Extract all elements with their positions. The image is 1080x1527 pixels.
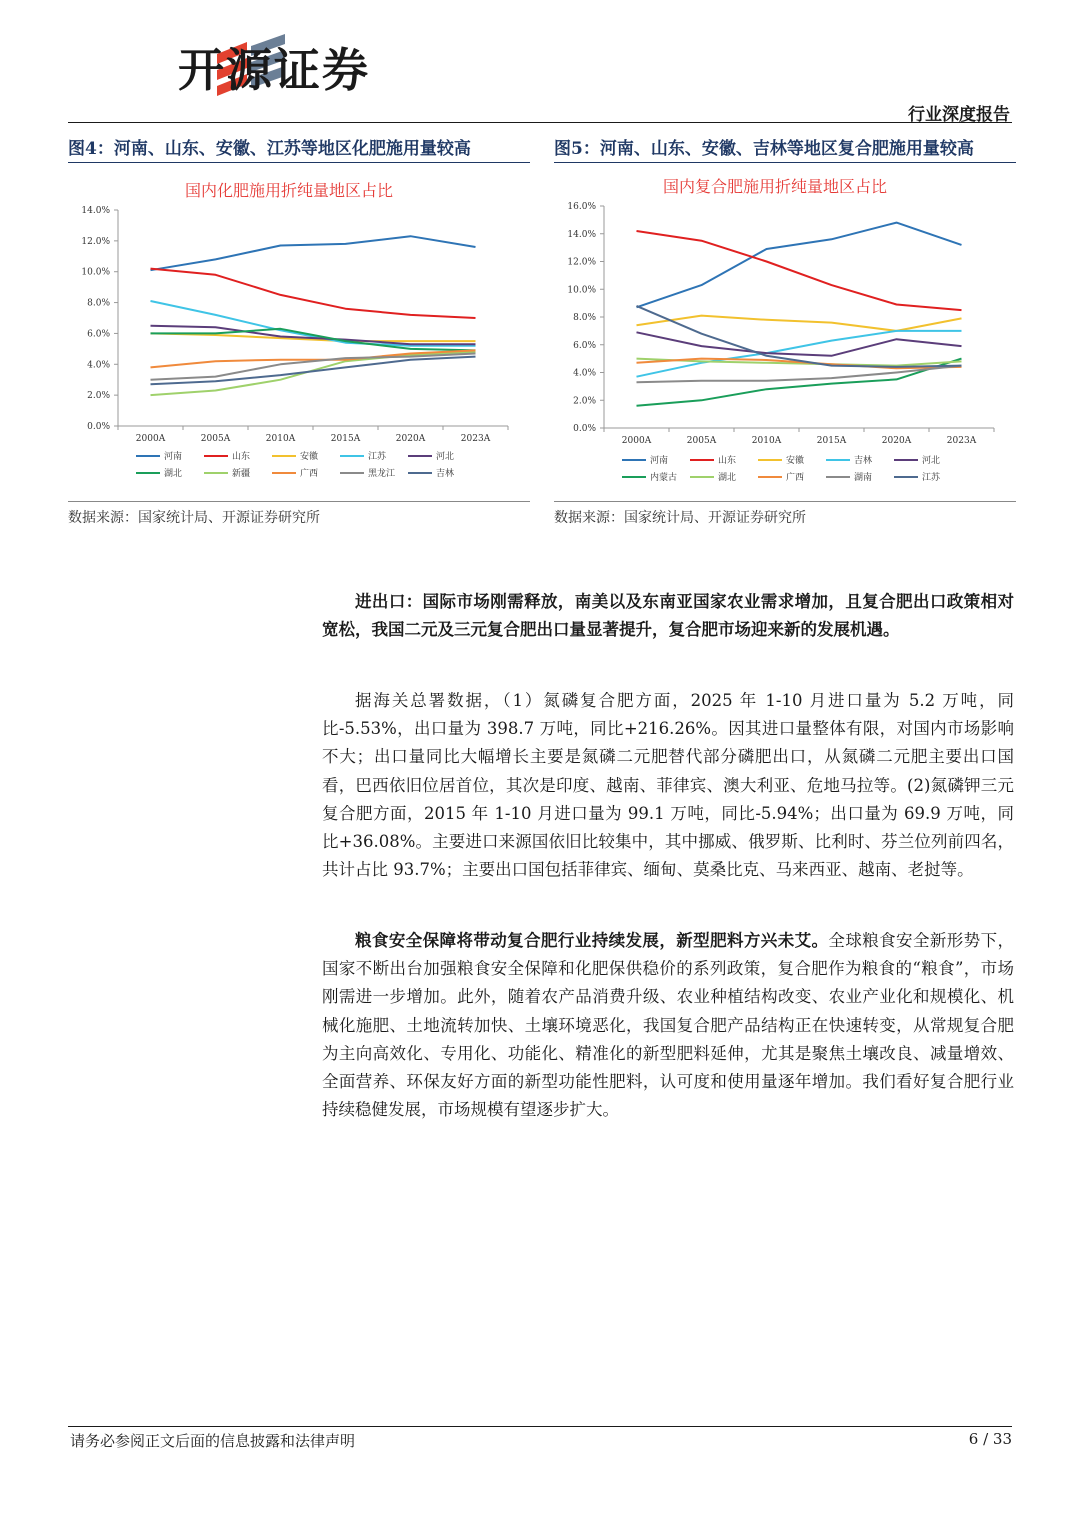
legend-label: 安徽 [300, 452, 319, 462]
legend-label: 江苏 [368, 452, 387, 462]
chart-title: 国内化肥施用折纯量地区占比 [184, 181, 394, 200]
legend-label: 湖北 [718, 473, 737, 483]
figure4-chart [68, 168, 530, 498]
report-type: 行业深度报告 [908, 105, 1010, 125]
paragraph-food-security-bold: 粮食安全保障将带动复合肥行业持续发展，新型肥料方兴未艾。 [355, 931, 829, 950]
y-tick-label: 6.0% [573, 340, 596, 351]
figure5-bottom-rule [554, 501, 1016, 502]
legend-label: 广西 [300, 469, 319, 479]
y-tick-label: 0.0% [87, 422, 110, 432]
legend-label: 山东 [718, 456, 737, 466]
x-tick-label: 2000A [621, 436, 652, 446]
y-tick-label: 2.0% [87, 391, 110, 402]
figure5-chart [554, 168, 1016, 498]
y-tick-label: 10.0% [81, 267, 110, 278]
legend-label: 吉林 [436, 469, 455, 479]
paragraph-customs-text: 据海关总署数据，（1）氮磷复合肥方面，2025 年 1-10 月进口量为 5.2 万吨，同比-5.53%，出口量为 398.7 万吨，同比+216.26%。因其进口量整体有限，对国内市场影响不大；出口量同比大幅增长主要是氮磷二元肥替代部分磷肥出口，从氮磷二元肥主要出口国看，巴西依旧位居首位，其次是印度、越南、菲律宾、澳大利亚、危地马拉等。(2)氮磷钾三元复合肥方面，2015 年 1-10 月进口量为 99.1 万吨，同比-5.94%；出口量为 69.9 万吨，同比+36.08%。主要进口来源国依旧比较集中，其中挪威、俄罗斯、比利时、芬兰位列前四名，共计占比 93.7%；主要出口国包括菲律宾、缅甸、莫桑比克、马来西亚、越南、老挝等。 [322, 691, 1014, 880]
legend-label: 山东 [232, 452, 251, 462]
legend-label: 黑龙江 [368, 469, 396, 479]
paragraph-customs-data [322, 687, 1014, 884]
y-tick-label: 12.0% [81, 236, 110, 247]
x-tick-label: 2005A [686, 436, 717, 446]
legend-label: 广西 [786, 473, 805, 483]
y-tick-label: 12.0% [567, 257, 596, 268]
legend-label: 新疆 [232, 469, 251, 479]
chart-svg [68, 168, 530, 498]
x-tick-label: 2010A [265, 434, 296, 444]
figure4-source: 数据来源：国家统计局、开源证券研究所 [68, 510, 320, 526]
x-tick-label: 2015A [330, 434, 361, 444]
y-tick-label: 4.0% [87, 360, 110, 371]
x-tick-label: 2000A [135, 434, 166, 444]
figure4-title: 图4：河南、山东、安徽、江苏等地区化肥施用量较高 [68, 139, 471, 159]
legend-label: 吉林 [854, 456, 873, 466]
legend-label: 安徽 [786, 456, 805, 466]
y-tick-label: 10.0% [567, 285, 596, 296]
series-line-河南 [151, 236, 476, 270]
x-tick-label: 2020A [395, 434, 426, 444]
figure4-bottom-rule [68, 501, 530, 502]
y-tick-label: 4.0% [573, 368, 596, 379]
figure5-title: 图5：河南、山东、安徽、吉林等地区复合肥施用量较高 [554, 139, 974, 159]
y-tick-label: 6.0% [87, 329, 110, 340]
figure5-source: 数据来源：国家统计局、开源证券研究所 [554, 510, 806, 526]
series-line-河南 [637, 223, 962, 308]
series-line-安徽 [637, 316, 962, 331]
brand-name: 开源证券 [178, 43, 370, 97]
legend-label: 湖北 [164, 469, 183, 479]
legend-label: 河南 [650, 456, 669, 466]
footer-divider [68, 1426, 1012, 1427]
legend-label: 湖南 [854, 473, 873, 483]
paragraph-food-security [322, 927, 1014, 1124]
legend-label: 河北 [436, 452, 455, 462]
figure5-top-rule [554, 162, 1016, 163]
series-line-黑龙江 [151, 354, 476, 380]
series-line-山东 [637, 231, 962, 310]
legend-label: 江苏 [922, 473, 941, 483]
page-number: 6 / 33 [968, 1430, 1012, 1448]
footer-disclaimer: 请务必参阅正文后面的信息披露和法律声明 [70, 1432, 356, 1450]
y-tick-label: 0.0% [573, 424, 596, 434]
y-tick-label: 8.0% [87, 298, 110, 309]
paragraph-trade [322, 588, 1014, 644]
x-tick-label: 2015A [816, 436, 847, 446]
series-line-河北 [637, 332, 962, 356]
series-line-江苏 [637, 306, 962, 367]
paragraph-trade-bold: 进出口：国际市场刚需释放，南美以及东南亚国家农业需求增加，且复合肥出口政策相对宽松，我国二元及三元复合肥出口量显著提升，复合肥市场迎来新的发展机遇。 [322, 592, 1014, 640]
paragraph-food-security-text: 全球粮食安全新形势下，国家不断出台加强粮食安全保障和化肥保供稳价的系列政策，复合肥作为粮食的“粮食”，市场刚需进一步增加。此外，随着农产品消费升级、农业种植结构改变、农业产业化和规模化、机械化施肥、土地流转加快、土壤环境恶化，我国复合肥产品结构正在快速转变，从常规复合肥为主向高效化、专用化、功能化、精准化的新型肥料延伸，尤其是聚焦土壤改良、减量增效、全面营养、环保友好方面的新型功能性肥料，认可度和使用量逐年增加。我们看好复合肥行业持续稳健发展，市场规模有望逐步扩大。 [322, 931, 1015, 1120]
y-tick-label: 16.0% [567, 202, 596, 212]
chart-svg [554, 168, 1016, 498]
y-tick-label: 14.0% [81, 206, 110, 216]
header-divider [68, 122, 1012, 123]
y-tick-label: 8.0% [573, 313, 596, 323]
chart-title: 国内复合肥施用折纯量地区占比 [662, 177, 888, 196]
figure4-top-rule [68, 162, 530, 163]
y-tick-label: 2.0% [573, 396, 596, 407]
x-tick-label: 2023A [946, 436, 977, 446]
legend-label: 河南 [164, 452, 183, 462]
x-tick-label: 2020A [881, 436, 912, 446]
legend-label: 内蒙古 [650, 473, 678, 483]
x-tick-label: 2010A [751, 436, 782, 446]
x-tick-label: 2005A [200, 434, 231, 444]
legend-label: 河北 [922, 456, 941, 466]
x-tick-label: 2023A [460, 434, 491, 444]
y-tick-label: 14.0% [567, 229, 596, 240]
